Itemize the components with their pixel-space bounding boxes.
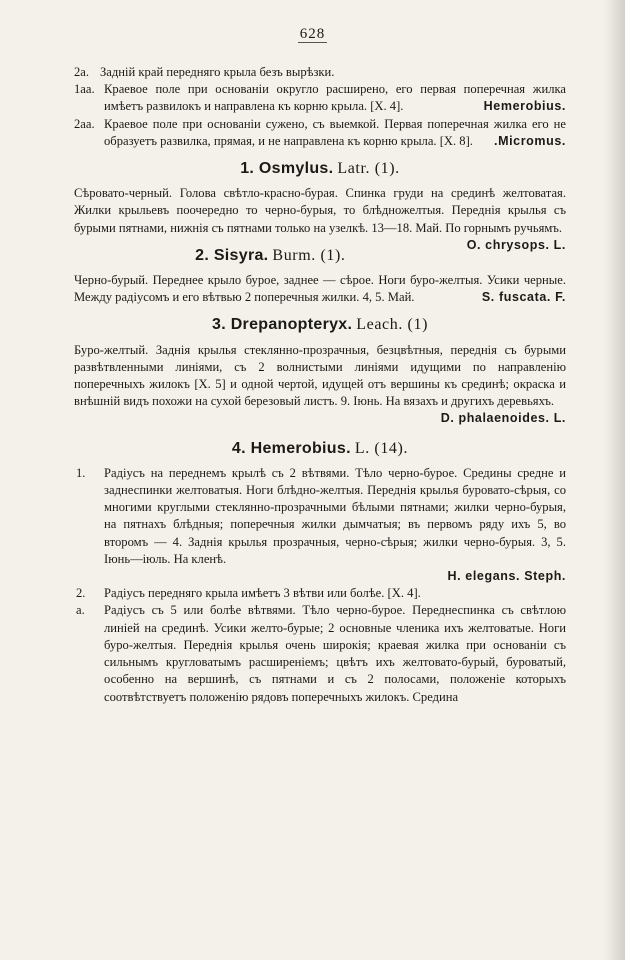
- key-entry-2aa: 2аа. Краевое поле при основаніи сужено, съ выемкой. Первая поперечная жилка его не образуетъ развилка, прямая, и не направлена къ корню крыла. [X. 8]. .Micromus.: [74, 116, 566, 150]
- page-spine-shadow: [603, 0, 625, 960]
- page-number: 628: [299, 26, 326, 42]
- key-entry-2a: 2а. Задній край передняго крыла безъ вырѣзки.: [74, 65, 335, 79]
- key-entry-text: Краевое поле при основаніи сужено, съ выемкой. Первая поперечная жилка его не образуетъ развилка, прямая, и не направлена къ корню крыла. [X. 8].: [104, 116, 566, 148]
- genus-description-osmylus: Сѣровато-черный. Голова свѣтло-красно-бурая. Спинка груди на срединѣ желтоватая. Жилки крыльевъ поочередно то черно-бурыя, то блѣдножелтыя. Переднія крылья съ бурыми пятнами, нижнія съ пятнами только на узелкѣ. 13—18. Май. По горнымъ ручьямъ. O. chrysops. L.: [74, 185, 566, 237]
- key-entry-a: а. Радіусъ съ 5 или болѣе вѣтвями. Тѣло черно-бурое. Переднеспинка съ свѣтлою линіей на срединѣ. Усики желто-бурые; 2 основные членика ихъ желтоватые. Ноги буро-желтыя. Переднія крылья очень широкія; краевая жилка при основаніи съ сильнымъ кругловатымъ расширеніемъ; цвѣтъ ихъ желтовато-бурый, буроватый, особенно на вершинѣ, съ пятнами и съ 2 полосами, положеніе которыхъ соотвѣтствуетъ положенію рядовъ поперечныхъ жилокъ. Средина: [76, 603, 566, 704]
- genus-heading-osmylus: 1. Osmylus. Latr. (1).: [240, 160, 400, 178]
- key-entry-1: 1. Радіусъ на переднемъ крылѣ съ 2 вѣтвями. Тѣло черно-бурое. Средины средне и заднеспинки желтоватыя. Ноги блѣдно-желтыя. Переднія крылья буровато-сѣрыя, со многими круглыми стеклянно-прозрачными бѣлыми пятнами; жилки черно-бурыя, на пятнахъ блѣдныя; поперечныя жилки дымчатыя; въ первомъ ряду ихъ 5, во второмъ — 4. Заднія крылья прозрачныя, черно-сѣрыя; жилки черно-бурыя. 3, 5. Іюнь—іюль. На кленѣ.: [76, 465, 566, 566]
- species-name: O. chrysops. L.: [466, 237, 566, 252]
- genus-heading-sisyra: 2. Sisyra. Burm. (1).: [195, 246, 346, 264]
- species-name: Hemerobius.: [483, 99, 566, 114]
- species-name: H. elegans. Steph.: [447, 569, 566, 584]
- species-name: S. fuscata. F.: [481, 290, 566, 305]
- species-name: .Micromus.: [494, 133, 566, 148]
- key-entry-2: 2. Радіусъ передняго крыла имѣетъ 3 вѣтви или болѣе. [X. 4].: [76, 586, 421, 601]
- key-entry-1aa: 1аа. Краевое поле при основаніи округло расширено, его первая поперечная жилка имѣетъ развилокъ и направлена къ корню крыла. [X. 4]. Hemerobius.: [74, 81, 566, 115]
- genus-description-sisyra: Черно-бурый. Переднее крыло бурое, заднее — сѣрое. Ноги буро-желтыя. Усики черные. Между радіусомъ и его вѣтвью 2 поперечныя жилки. 4, 5. Май. S. fuscata. F.: [74, 272, 566, 306]
- species-name: D. phalaenoides. L.: [440, 411, 566, 426]
- key-entry-text: Краевое поле при основаніи округло расширено, его первая поперечная жилка имѣетъ развилокъ и направлена къ корню крыла. [X. 4].: [104, 82, 566, 114]
- page-content: [74, 64, 566, 706]
- genus-heading-hemerobius: 4. Hemerobius. L. (14).: [231, 439, 409, 457]
- genus-heading-drepanopteryx: 3. Drepanopteryx. Leach. (1): [212, 316, 428, 334]
- genus-description-drepanopteryx: Буро-желтый. Заднія крылья стеклянно-прозрачныя, безцвѣтныя, переднія съ бурыми развѣтвленными линіями, съ 2 волнистыми линіями идущими по направленію поперечныхъ жилокъ [X. 5] и одной чертой, идущей отъ вершины къ срединѣ; окраска и внѣшній видъ похожи на сухой березовый листъ. 9. Іюнь. На вязахъ и другихъ деревьяхъ.: [74, 342, 566, 409]
